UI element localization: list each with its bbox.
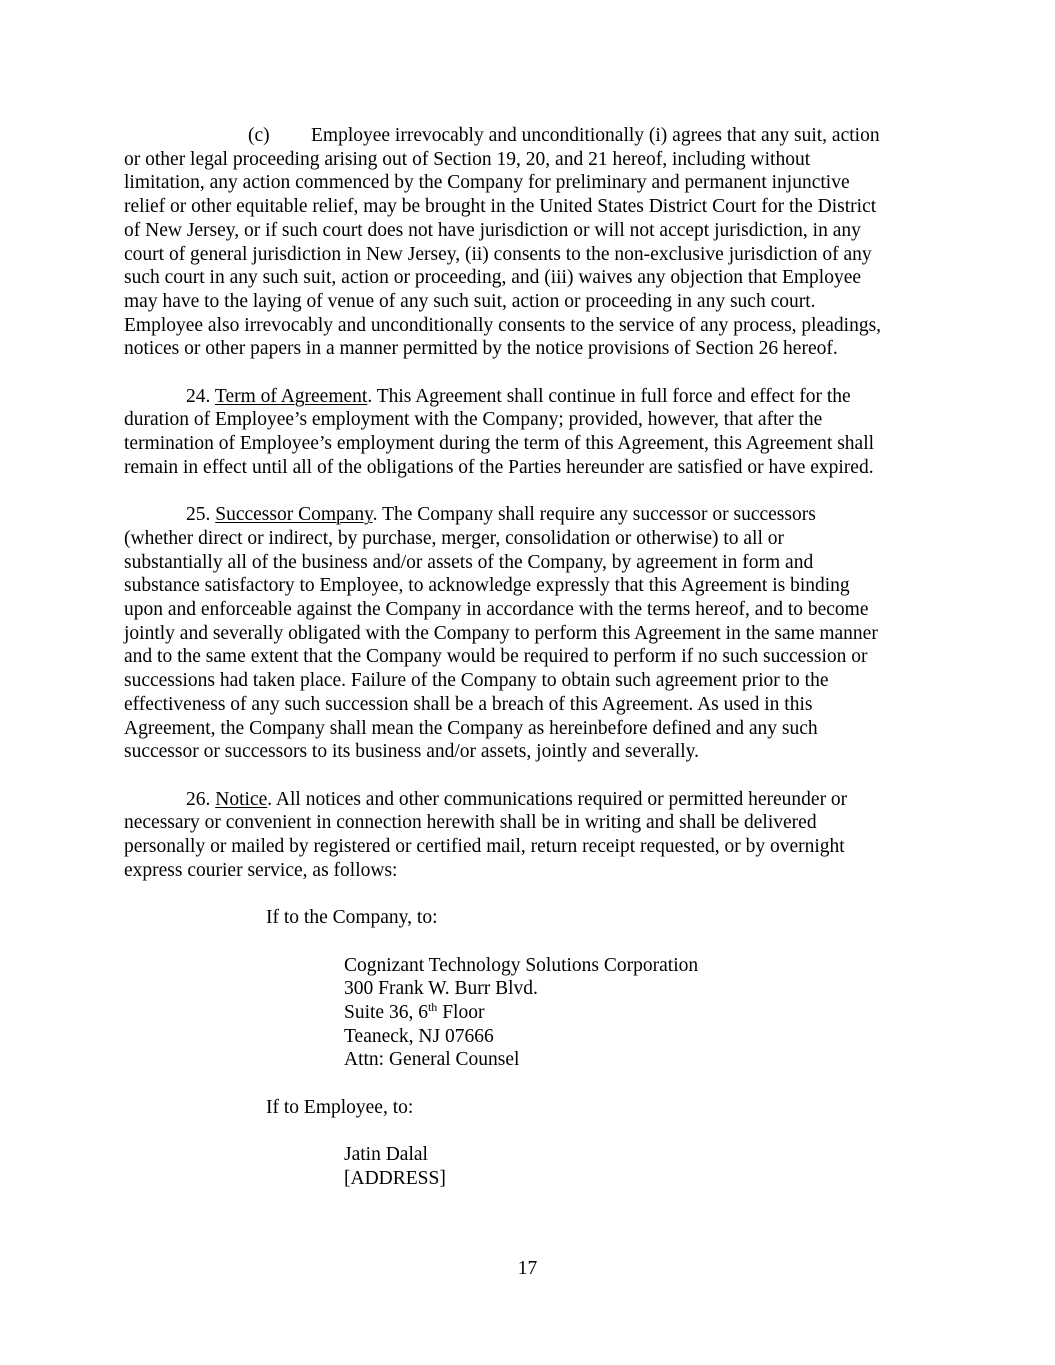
paragraph-c-line: or other legal proceeding arising out of Section 19, 20, and 21 hereof, including without <box>124 148 811 170</box>
paragraph-c-line: notices or other papers in a manner permitted by the notice provisions of Section 26 hereof. <box>124 338 838 360</box>
section-line: substance satisfactory to Employee, to acknowledge expressly that this Agreement is binding <box>124 575 850 597</box>
section-line: express courier service, as follows: <box>124 859 398 881</box>
section-line: . This Agreement shall continue in full force and effect for the <box>367 385 851 407</box>
section-line: Agreement, the Company shall mean the Company as hereinbefore defined and any such <box>124 717 818 739</box>
section-number: 26. <box>186 788 211 810</box>
section-line: . The Company shall require any successor or successors <box>372 504 816 526</box>
section-line: remain in effect until all of the obligations of the Parties hereunder are satisfied or have expired. <box>124 456 874 478</box>
section-line: . All notices and other communications required or permitted hereunder or <box>267 788 848 810</box>
paragraph-c-line: may have to the laying of venue of any such suit, action or proceeding in any such court. <box>124 290 816 312</box>
employee-notice-block <box>124 1096 936 1191</box>
paragraph-c-line: court of general jurisdiction in New Jersey, (ii) consents to the non-exclusive jurisdiction of any <box>124 243 872 265</box>
section-line: upon and enforceable against the Company in accordance with the terms hereof, and to become <box>124 599 869 621</box>
section-line: duration of Employee’s employment with the Company; provided, however, that after the <box>124 409 823 431</box>
section-line: effectiveness of any such succession shall be a breach of this Agreement. As used in this <box>124 693 813 715</box>
company-notice-block <box>124 906 936 1072</box>
paragraph-c-line: such court in any such suit, action or proceeding, and (iii) waives any objection that Employee <box>124 267 862 289</box>
paragraph-c <box>124 124 936 361</box>
section-line: and to the same extent that the Company would be required to perform if no such succession or <box>124 646 868 668</box>
company-name: Cognizant Technology Solutions Corporation <box>344 954 699 976</box>
section-line: termination of Employee’s employment during the term of this Agreement, this Agreement shall <box>124 433 875 455</box>
company-suite: Suite 36, 6th Floor <box>344 999 485 1023</box>
paragraph-c-line: Employee irrevocably and unconditionally (i) agrees that any suit, action <box>311 125 880 146</box>
company-street: 300 Frank W. Burr Blvd. <box>344 978 538 1000</box>
paragraph-c-line: limitation, any action commenced by the Company for preliminary and permanent injunctive <box>124 172 850 194</box>
section-25-successor-company <box>124 503 936 764</box>
paragraph-c-line: of New Jersey, or if such court does not have jurisdiction or will not accept jurisdiction, in any <box>124 219 861 241</box>
section-line: successor or successors to its business and/or assets, jointly and severally. <box>124 741 699 763</box>
employee-address: [ADDRESS] <box>344 1167 446 1189</box>
section-line: personally or mailed by registered or certified mail, return receipt requested, or by overnight <box>124 836 845 858</box>
section-line: substantially all of the business and/or assets of the Company, by agreement in form and <box>124 551 814 573</box>
page-number: 17 <box>517 1258 538 1279</box>
company-attn: Attn: General Counsel <box>344 1049 520 1071</box>
employee-notice-intro: If to Employee, to: <box>266 1096 414 1118</box>
section-26-notice <box>124 788 936 883</box>
section-number: 24. <box>186 385 211 407</box>
paragraph-c-line: relief or other equitable relief, may be brought in the United States District Court for the District <box>124 196 877 218</box>
document-body <box>124 124 936 1191</box>
section-heading: Term of Agreement <box>214 385 368 407</box>
section-heading: Successor Company <box>215 504 373 526</box>
company-city: Teaneck, NJ 07666 <box>344 1025 494 1047</box>
section-24-term-of-agreement <box>124 385 936 480</box>
section-line: necessary or convenient in connection herewith shall be in writing and shall be delivered <box>124 812 817 834</box>
section-line: jointly and severally obligated with the Company to perform this Agreement in the same manner <box>124 622 878 644</box>
section-line: (whether direct or indirect, by purchase, merger, consolidation or otherwise) to all or <box>124 527 785 549</box>
section-heading: Notice <box>215 788 268 810</box>
section-line: successions had taken place. Failure of the Company to obtain such agreement prior to the <box>124 670 829 692</box>
paragraph-c-label: (c) <box>248 125 270 146</box>
employee-name: Jatin Dalal <box>344 1144 428 1166</box>
section-number: 25. <box>186 504 211 526</box>
company-notice-intro: If to the Company, to: <box>266 907 438 929</box>
paragraph-c-line: Employee also irrevocably and unconditionally consents to the service of any process, pleadings, <box>124 314 882 336</box>
